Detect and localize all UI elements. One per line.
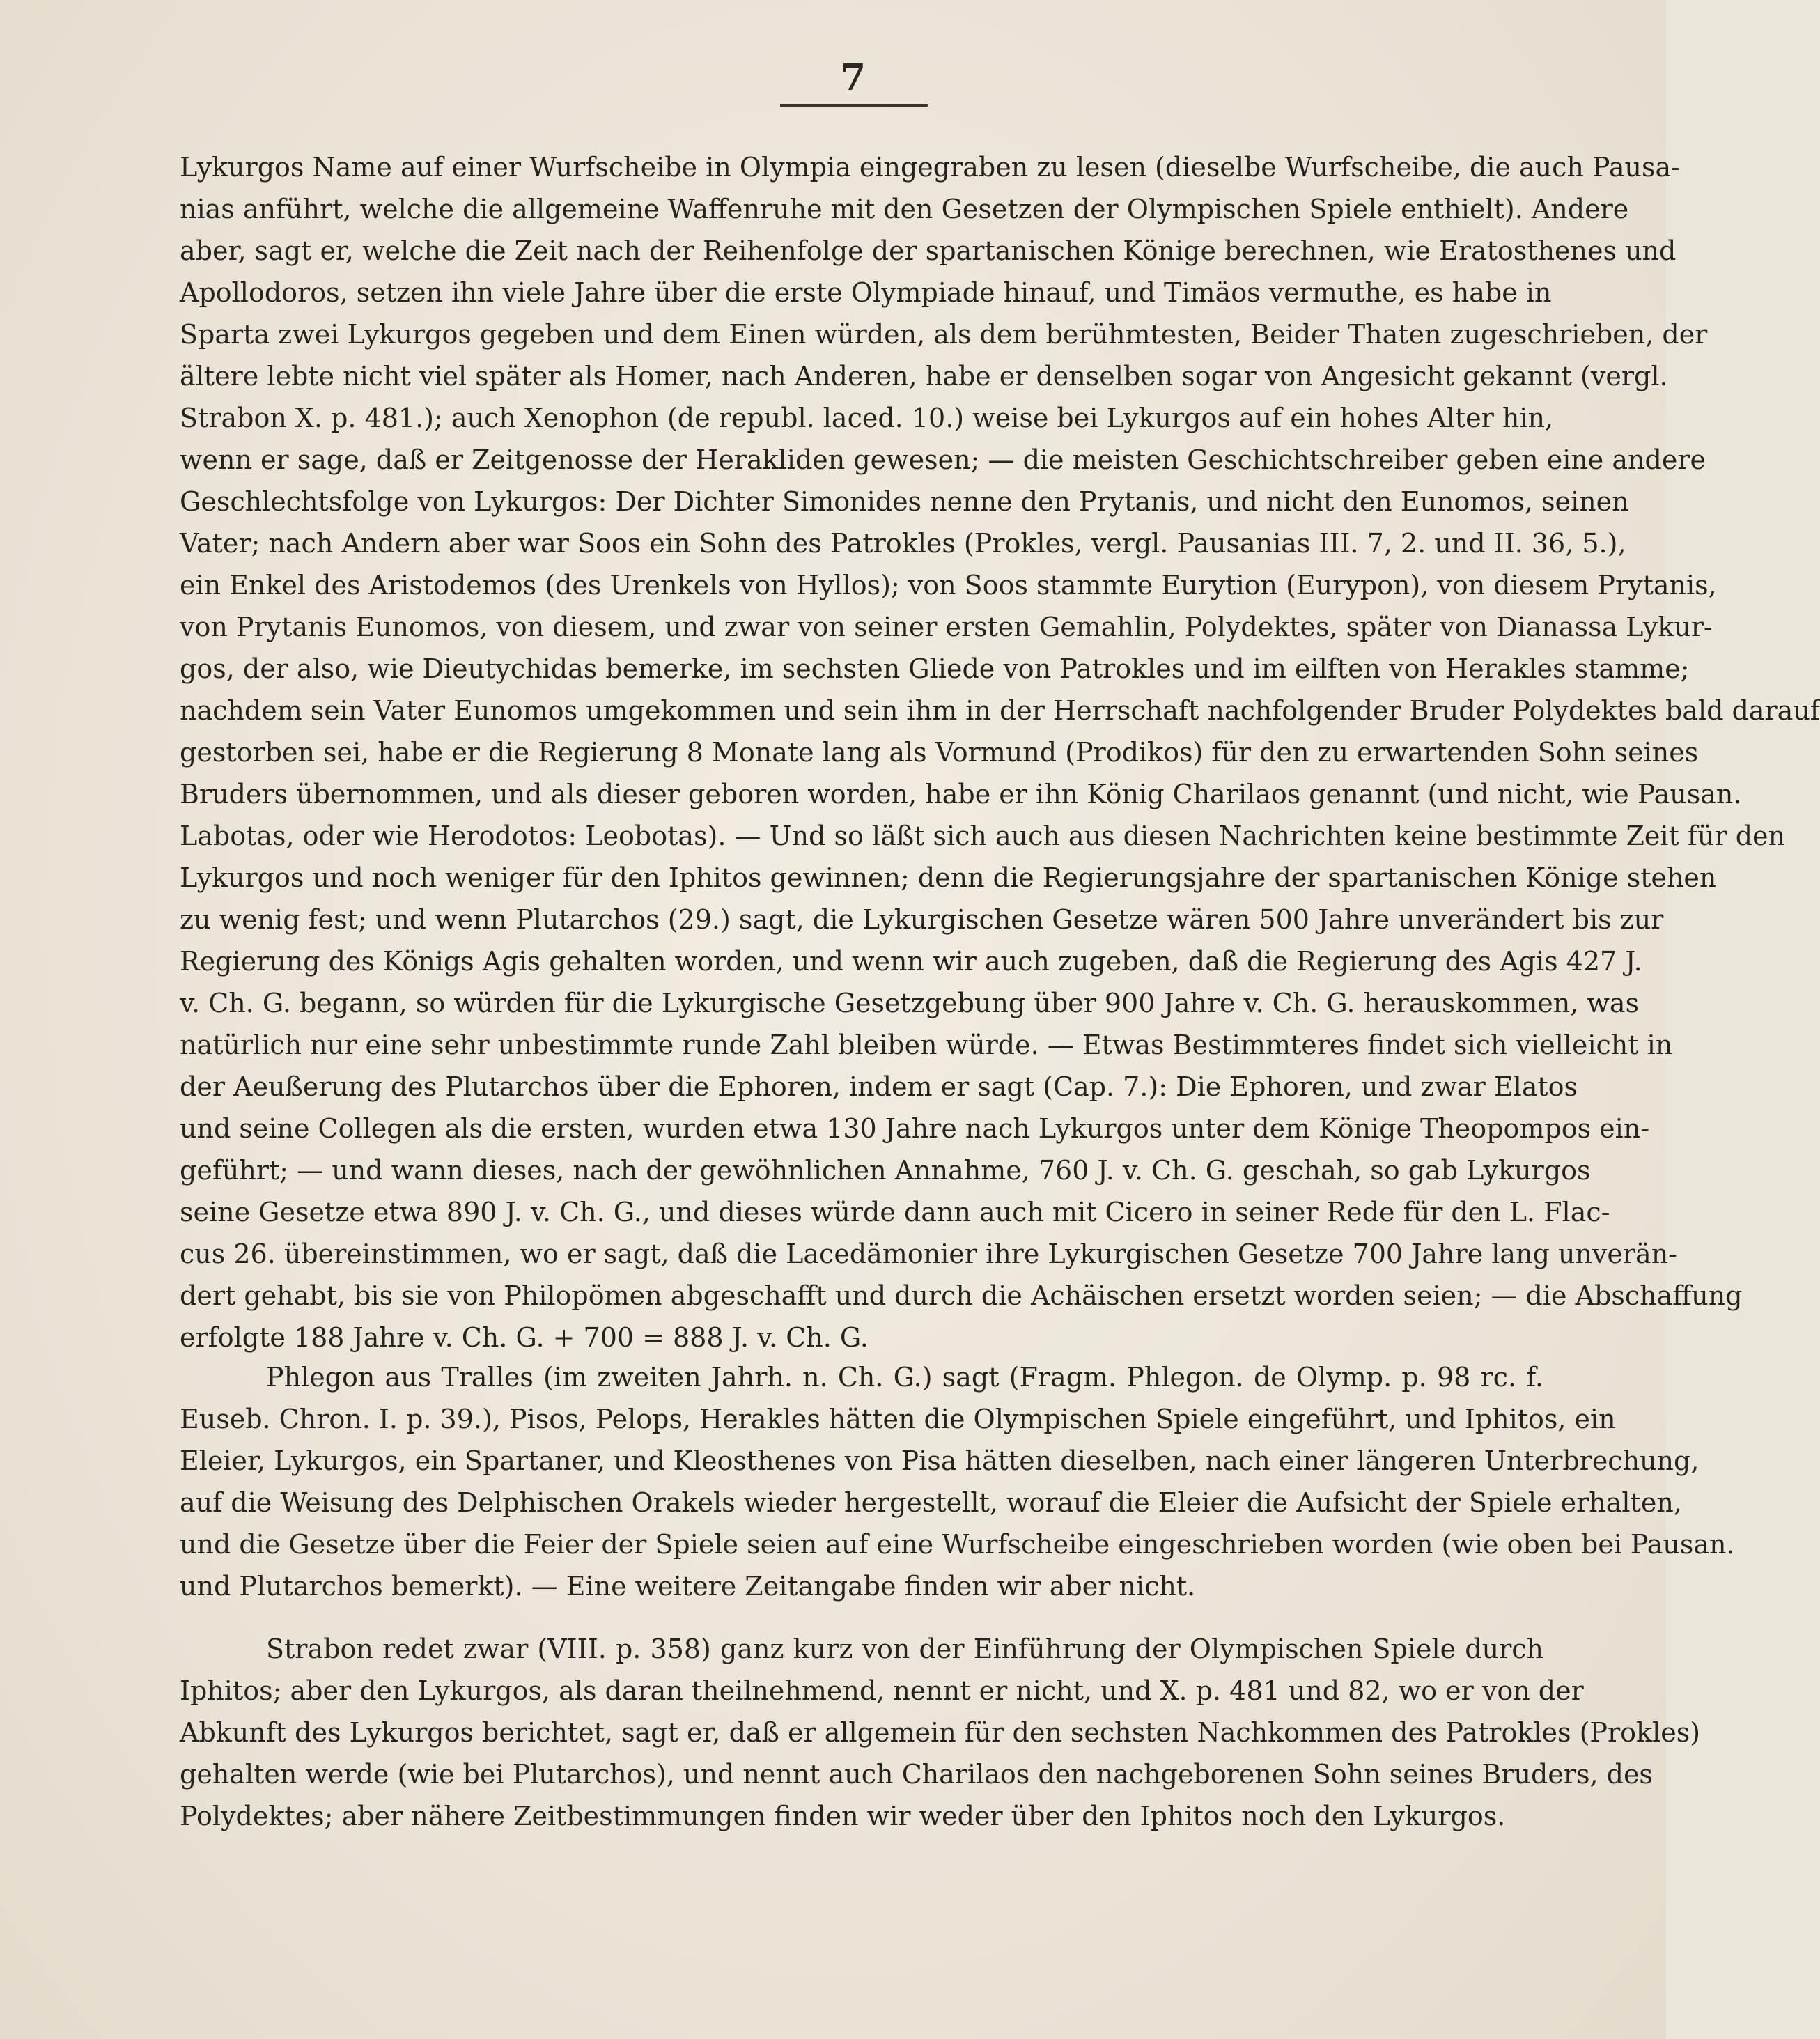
text-line: geführt; — und wann dieses, nach der gewöhnlichen Annahme, 760 J. v. Ch. G. geschah, so gab Lykurgos bbox=[180, 1155, 1591, 1186]
text-line: Iphitos; aber den Lykurgos, als daran theilnehmend, nennt er nicht, und X. p. 481 und 82, wo er von der bbox=[180, 1675, 1584, 1706]
text-line: ältere lebte nicht viel später als Homer, nach Anderen, habe er denselben sogar von Angesicht gekannt (vergl. bbox=[180, 361, 1668, 391]
text-line: dert gehabt, bis sie von Philopömen abgeschafft und durch die Achäischen ersetzt worden seien; — die Abschaffung bbox=[180, 1280, 1743, 1311]
text-line: Polydektes; aber nähere Zeitbestimmungen finden wir weder über den Iphitos noch den Lykurgos. bbox=[180, 1801, 1506, 1831]
text-line: seine Gesetze etwa 890 J. v. Ch. G., und dieses würde dann auch mit Cicero in seiner Rede für den L. Flac- bbox=[180, 1197, 1610, 1227]
text-line: zu wenig fest; und wenn Plutarchos (29.) sagt, die Lykurgischen Gesetze wären 500 Jahre unverändert bis zur bbox=[180, 904, 1664, 935]
text-line: Vater; nach Andern aber war Soos ein Sohn des Patrokles (Prokles, vergl. Pausanias III. 7, 2. und II. 36, 5.), bbox=[180, 528, 1626, 559]
text-line: Strabon redet zwar (VIII. p. 358) ganz kurz von der Einführung der Olympischen Spiele durch bbox=[266, 1634, 1543, 1664]
text-line: Labotas, oder wie Herodotos: Leobotas). — Und so läßt sich auch aus diesen Nachrichten keine bestimmte Zeit für den bbox=[180, 821, 1785, 851]
text-line: ein Enkel des Aristodemos (des Urenkels von Hyllos); von Soos stammte Eurytion (Eurypon), von diesem Prytanis, bbox=[180, 570, 1717, 600]
text-line: gos, der also, wie Dieutychidas bemerke, im sechsten Gliede von Patrokles und im eilften von Herakles stamme; bbox=[180, 653, 1690, 684]
text-line: gehalten werde (wie bei Plutarchos), und nennt auch Charilaos den nachgeborenen Sohn seines Bruders, des bbox=[180, 1759, 1653, 1790]
paragraph-1 bbox=[180, 146, 1820, 1358]
paragraph-3 bbox=[180, 1628, 1701, 1837]
text-line: v. Ch. G. begann, so würden für die Lykurgische Gesetzgebung über 900 Jahre v. Ch. G. herauskommen, was bbox=[180, 988, 1640, 1018]
text-line: und Plutarchos bemerkt). — Eine weitere Zeitangabe finden wir aber nicht. bbox=[180, 1571, 1196, 1602]
page-number: 7 bbox=[840, 56, 866, 99]
paragraph-2 bbox=[180, 1356, 1735, 1607]
text-line: Abkunft des Lykurgos berichtet, sagt er, daß er allgemein für den sechsten Nachkommen des Patrokles (Prokles) bbox=[180, 1717, 1701, 1748]
text-line: nachdem sein Vater Eunomos umgekommen und sein ihm in der Herrschaft nachfolgender Bruder Polydektes bald darauf bbox=[180, 695, 1820, 726]
text-line: Lykurgos Name auf einer Wurfscheibe in Olympia eingegraben zu lesen (dieselbe Wurfscheibe, die auch Pausa- bbox=[180, 152, 1680, 183]
text-line: Euseb. Chron. I. p. 39.), Pisos, Pelops, Herakles hätten die Olympischen Spiele eingeführt, und Iphitos, ein bbox=[180, 1404, 1616, 1434]
text-line: cus 26. übereinstimmen, wo er sagt, daß die Lacedämonier ihre Lykurgischen Gesetze 700 Jahre lang unverän- bbox=[180, 1239, 1678, 1269]
text-line: erfolgte 188 Jahre v. Ch. G. + 700 = 888 J. v. Ch. G. bbox=[180, 1322, 869, 1353]
text-line: Geschlechtsfolge von Lykurgos: Der Dichter Simonides nenne den Prytanis, und nicht den Eunomos, seinen bbox=[180, 486, 1629, 517]
page-number-rule bbox=[780, 104, 928, 107]
text-line: und seine Collegen als die ersten, wurden etwa 130 Jahre nach Lykurgos unter dem Könige Theopompos ein- bbox=[180, 1113, 1650, 1144]
text-line: Regierung des Königs Agis gehalten worden, und wenn wir auch zugeben, daß die Regierung des Agis 427 J. bbox=[180, 946, 1642, 977]
text-line: natürlich nur eine sehr unbestimmte runde Zahl bleiben würde. — Etwas Bestimmteres findet sich vielleicht in bbox=[180, 1030, 1673, 1060]
text-line: aber, sagt er, welche die Zeit nach der Reihenfolge der spartanischen Könige berechnen, wie Eratosthenes und bbox=[180, 235, 1677, 266]
text-line: Strabon X. p. 481.); auch Xenophon (de republ. laced. 10.) weise bei Lykurgos auf ein hohes Alter hin, bbox=[180, 403, 1554, 433]
text-line: nias anführt, welche die allgemeine Waffenruhe mit den Gesetzen der Olympischen Spiele enthielt). Andere bbox=[180, 194, 1629, 224]
text-line: Sparta zwei Lykurgos gegeben und dem Einen würden, als dem berühmtesten, Beider Thaten zugeschrieben, der bbox=[180, 319, 1708, 350]
text-line: der Aeußerung des Plutarchos über die Ephoren, indem er sagt (Cap. 7.): Die Ephoren, und zwar Elatos bbox=[180, 1071, 1578, 1102]
text-line: wenn er sage, daß er Zeitgenosse der Herakliden gewesen; — die meisten Geschichtschreiber geben eine andere bbox=[180, 444, 1706, 475]
text-line: von Prytanis Eunomos, von diesem, und zwar von seiner ersten Gemahlin, Polydektes, später von Dianassa Lykur- bbox=[180, 612, 1713, 642]
text-line: Lykurgos und noch weniger für den Iphitos gewinnen; denn die Regierungsjahre der spartanischen Könige stehen bbox=[180, 862, 1717, 893]
text-line: Phlegon aus Tralles (im zweiten Jahrh. n. Ch. G.) sagt (Fragm. Phlegon. de Olymp. p. 98 rc. f. bbox=[266, 1362, 1543, 1393]
text-line: gestorben sei, habe er die Regierung 8 Monate lang als Vormund (Prodikos) für den zu erwartenden Sohn seines bbox=[180, 737, 1699, 768]
text-line: Eleier, Lykurgos, ein Spartaner, und Kleosthenes von Pisa hätten dieselben, nach einer längeren Unterbrechung, bbox=[180, 1445, 1700, 1476]
text-line: und die Gesetze über die Feier der Spiele seien auf eine Wurfscheibe eingeschrieben worden (wie oben bei Pausan. bbox=[180, 1529, 1735, 1560]
text-line: Bruders übernommen, und als dieser geboren worden, habe er ihn König Charilaos genannt (und nicht, wie Pausan. bbox=[180, 779, 1742, 809]
text-line: Apollodoros, setzen ihn viele Jahre über die erste Olympiade hinauf, und Timäos vermuthe, es habe in bbox=[180, 277, 1552, 308]
text-line: auf die Weisung des Delphischen Orakels wieder hergestellt, worauf die Eleier die Aufsicht der Spiele erhalten, bbox=[180, 1487, 1682, 1518]
